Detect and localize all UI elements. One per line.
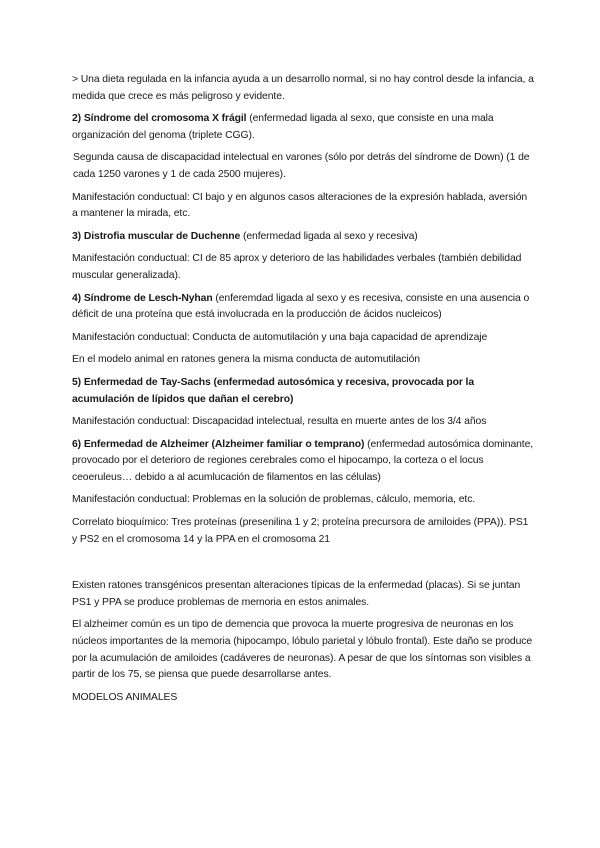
- heading-lesch-nyhan-title: 4) Síndrome de Lesch-Nyhan: [72, 292, 213, 304]
- paragraph-diet: > Una dieta regulada en la infancia ayuda a un desarrollo normal, si no hay control desde la infancia, a medida que crece es más peligroso y evidente.: [72, 74, 534, 102]
- heading-duchenne-title: 3) Distrofia muscular de Duchenne: [72, 230, 241, 242]
- paragraph-transgenic-mice: Existen ratones transgénicos presentan alteraciones típicas de la enfermedad (placas). Si se juntan PS1 y PPA se produce problemas de memoria en estos animales.: [72, 580, 521, 608]
- paragraph-tay-sachs-behavior: Manifestación conductual: Discapacidad intelectual, resulta en muerte antes de los 3/4 años: [72, 416, 487, 428]
- paragraph-lesch-nyhan-behavior: Manifestación conductual: Conducta de automutilación y una baja capacidad de aprendizaje: [72, 331, 488, 343]
- heading-lesch-nyhan-desc: (enferemdad ligada al sexo y es recesiva, consiste en una ausencia o déficit de una proteína que está involucrada en la producción de ácidos nucleicos): [72, 292, 530, 321]
- paragraph-lesch-nyhan-model: En el modelo animal en ratones genera la misma conducta de automutilación: [72, 354, 420, 366]
- document-body: [72, 72, 534, 712]
- heading-x-fragil-desc: (enfermedad ligada al sexo, que consiste en una mala organización del genoma (triplete CGG).: [72, 113, 494, 141]
- heading-duchenne-desc: (enfermedad ligada al sexo y recesiva): [240, 230, 418, 242]
- spacer: [72, 554, 534, 578]
- heading-x-fragil: [72, 111, 534, 144]
- paragraph-alzheimer-behavior: Manifestación conductual: Problemas en la solución de problemas, cálculo, memoria, etc.: [72, 494, 476, 506]
- paragraph-alzheimer-biochem: Correlato bioquímico: Tres proteínas (presenilina 1 y 2; proteína precursora de amiloides (PPA)). PS1 y PS2 en el cromosoma 14 y la PPA en el cromosoma 21: [72, 517, 529, 545]
- heading-duchenne: [72, 229, 534, 246]
- heading-tay-sachs: 5) Enfermedad de Tay-Sachs (enfermedad autosómica y recesiva, provocada por la acumulación de lípidos que dañan el cerebro): [72, 376, 475, 405]
- paragraph-x-fragil-behavior: Manifestación conductual: CI bajo y en algunos casos alteraciones de la expresión hablada, aversión a mantener la mirada, etc.: [72, 191, 528, 220]
- heading-alzheimer-title: 6) Enfermedad de Alzheimer (Alzheimer familiar o temprano): [72, 438, 365, 450]
- heading-alzheimer-desc: (enfermedad autosómica dominante, provocado por el deterioro de regiones cerebrales como el hipocampo, la corteza o el locus ceoeruleus… debido a al acumlucación de filamentos en las células): [72, 438, 534, 483]
- paragraph-x-fragil-cause: Segunda causa de discapacidad intelectual en varones (sólo por detrás del síndrome de Down) (1 de cada 1250 varones y 1 de cada 2500 mujeres).: [73, 152, 530, 180]
- section-heading-animal-models: MODELOS ANIMALES: [72, 691, 178, 703]
- heading-lesch-nyhan: [72, 291, 534, 324]
- paragraph-duchenne-behavior: Manifestación conductual: CI de 85 aprox y deterioro de las habilidades verbales (también debilidad muscular generalizada).: [72, 253, 522, 281]
- paragraph-alzheimer-common: El alzheimer común es un tipo de demencia que provoca la muerte progresiva de neuronas en los núcleos importantes de la memoria (hipocampo, lóbulo parietal y lóbulo frontal). Este daño se produce por la acumulación de amiloides (cadáveres de neuronas). A pesar de que los síntomas son visibles a partir de los 75, se piensa que puede desarrollarse antes.: [72, 619, 533, 681]
- heading-x-fragil-title: 2) Síndrome del cromosoma X frágil: [72, 113, 247, 125]
- heading-alzheimer: [72, 437, 534, 487]
